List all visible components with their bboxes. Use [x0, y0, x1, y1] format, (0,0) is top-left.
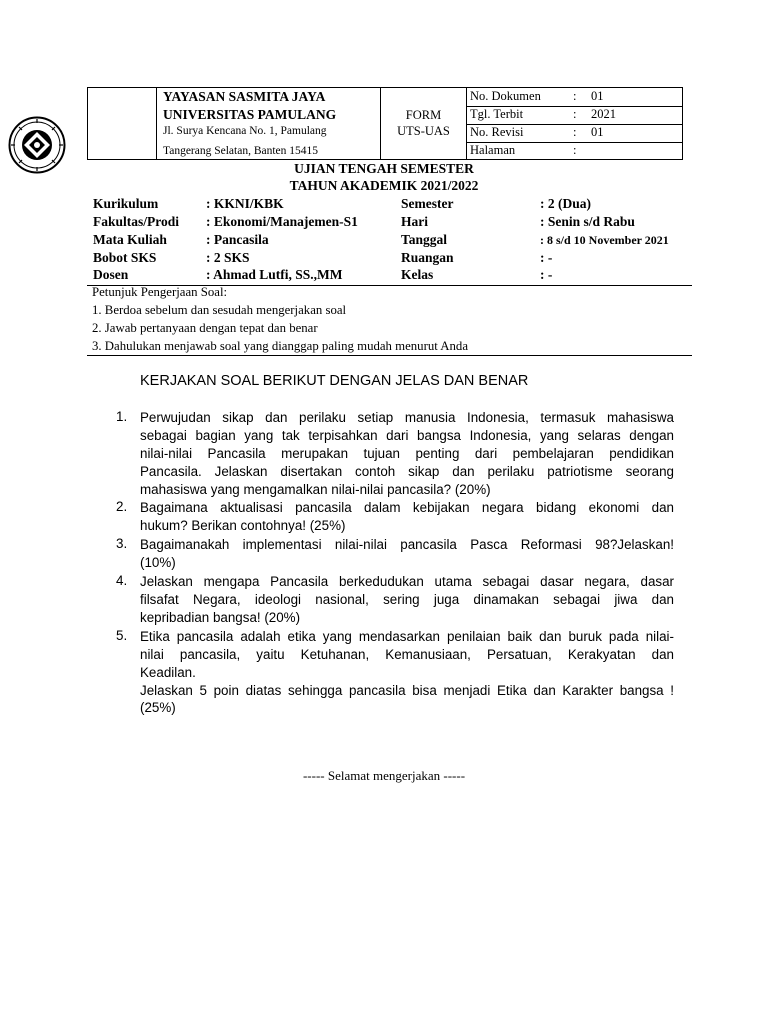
- meta-label: Bobot SKS: [93, 250, 157, 265]
- meta-label: Semester: [401, 196, 454, 211]
- meta-value: : -: [540, 250, 553, 265]
- question-line: nilai pancasila, yaitu Ketuhanan, Kemanusiaan, Persatuan, Kerakyatan dan: [140, 647, 674, 662]
- doc-info-colon: :: [573, 125, 577, 139]
- question-number: 3.: [116, 536, 128, 551]
- question-line: sebagai bagian yang tak terpisahkan dari bangsa Indonesia, yang selaras dengan: [140, 428, 674, 443]
- foundation-name: YAYASAN SASMITA JAYA: [163, 89, 326, 104]
- meta-label: Hari: [401, 214, 428, 229]
- doc-info-colon: :: [573, 89, 577, 103]
- doc-info-value: 01: [591, 125, 604, 139]
- question-line: Jelaskan 5 poin diatas sehingga pancasila bisa menjadi Etika dan Karakter bangsa !: [140, 683, 674, 698]
- question-line: filsafat Negara, ideologi nasional, sering juga dinamakan sebagai jiwa dan: [140, 592, 674, 607]
- question-line: Bagaimanakah implementasi nilai-nilai pancasila Pasca Reformasi 98?Jelaskan!: [140, 537, 674, 552]
- question-line: kepribadian bangsa! (20%): [140, 610, 301, 625]
- doc-info-label: Tgl. Terbit: [470, 107, 524, 121]
- meta-label: Fakultas/Prodi: [93, 214, 180, 229]
- meta-label: Kurikulum: [93, 196, 159, 211]
- instruction-item: 2. Jawab pertanyaan dengan tepat dan benar: [92, 321, 318, 335]
- question-line: Bagaimana aktualisasi pancasila dalam kebijakan negara bidang ekonomi dan: [140, 500, 674, 515]
- header-org-cell: [157, 88, 381, 159]
- meta-value: : 2 (Dua): [540, 196, 591, 211]
- form-type: UTS-UAS: [397, 124, 450, 138]
- question-line: (10%): [140, 555, 176, 570]
- question-line: Pancasila. Jelaskan disertakan contoh sikap dan perilaku patriotisme seorang: [140, 464, 674, 479]
- meta-value: : Pancasila: [206, 232, 269, 247]
- question-number: 2.: [116, 499, 128, 514]
- meta-label: Mata Kuliah: [93, 232, 167, 247]
- doc-info-row: [467, 124, 682, 143]
- header-logo-cell: [88, 88, 157, 159]
- question-number: 4.: [116, 573, 128, 588]
- address-line-2: Tangerang Selatan, Banten 15415: [163, 145, 319, 157]
- doc-info-label: No. Dokumen: [470, 89, 541, 103]
- meta-value: : KKNI/KBK: [206, 196, 284, 211]
- meta-label: Tanggal: [401, 232, 448, 247]
- meta-label: Kelas: [401, 267, 434, 282]
- meta-value: : 2 SKS: [206, 250, 250, 265]
- doc-info-row: [467, 142, 682, 160]
- divider: [87, 355, 692, 356]
- header-form-cell: [381, 88, 467, 159]
- doc-info-value: 01: [591, 89, 604, 103]
- doc-info-label: No. Revisi: [470, 125, 524, 139]
- question-number: 5.: [116, 628, 128, 643]
- doc-info-label: Halaman: [470, 143, 516, 157]
- question-line: nilai-nilai Pancasila merupakan tujuan penting dari pembelajaran pendidikan: [140, 446, 674, 461]
- meta-label: Dosen: [93, 267, 129, 282]
- question-line: Keadilan.: [140, 665, 196, 680]
- meta-value: : Ahmad Lutfi, SS.,MM: [206, 267, 343, 282]
- meta-value: : -: [540, 267, 553, 282]
- meta-label: Ruangan: [401, 250, 454, 265]
- doc-info-colon: :: [573, 143, 577, 157]
- question-line: Perwujudan sikap dan perilaku setiap manusia Indonesia, termasuk mahasiswa: [140, 410, 674, 425]
- form-label: FORM: [405, 108, 442, 122]
- instruction-item: 1. Berdoa sebelum dan sesudah mengerjakan soal: [92, 303, 347, 317]
- instruction-item: 3. Dahulukan menjawab soal yang dianggap paling mudah menurut Anda: [92, 339, 468, 353]
- doc-info-cell: [467, 88, 682, 159]
- doc-info-value: 2021: [591, 107, 616, 121]
- doc-info-row: [467, 106, 682, 125]
- closing-message: ----- Selamat mengerjakan -----: [302, 768, 466, 783]
- questions-heading: KERJAKAN SOAL BERIKUT DENGAN JELAS DAN BENAR: [140, 373, 529, 389]
- header-table: [87, 87, 683, 160]
- question-line: Jelaskan mengapa Pancasila berkedudukan utama sebagai dasar negara, dasar: [140, 574, 674, 589]
- university-name: UNIVERSITAS PAMULANG: [163, 107, 337, 122]
- doc-info-colon: :: [573, 107, 577, 121]
- doc-info-row: [467, 88, 682, 107]
- meta-value: : Ekonomi/Manajemen-S1: [206, 214, 358, 229]
- question-number: 1.: [116, 409, 128, 424]
- exam-title: UJIAN TENGAH SEMESTER: [294, 161, 474, 176]
- question-line: Etika pancasila adalah etika yang mendasarkan penilaian baik dan buruk pada nilai-: [140, 629, 674, 644]
- question-line: mahasiswa yang mengamalkan nilai-nilai pancasila? (20%): [140, 482, 491, 497]
- question-line: hukum? Berikan contohnya! (25%): [140, 518, 346, 533]
- meta-value: : 8 s/d 10 November 2021: [540, 233, 669, 247]
- academic-year: TAHUN AKADEMIK 2021/2022: [289, 178, 479, 193]
- question-line: (25%): [140, 700, 176, 715]
- address-line-1: Jl. Surya Kencana No. 1, Pamulang: [163, 125, 327, 137]
- instructions-heading: Petunjuk Pengerjaan Soal:: [92, 285, 228, 299]
- meta-value: : Senin s/d Rabu: [540, 214, 635, 229]
